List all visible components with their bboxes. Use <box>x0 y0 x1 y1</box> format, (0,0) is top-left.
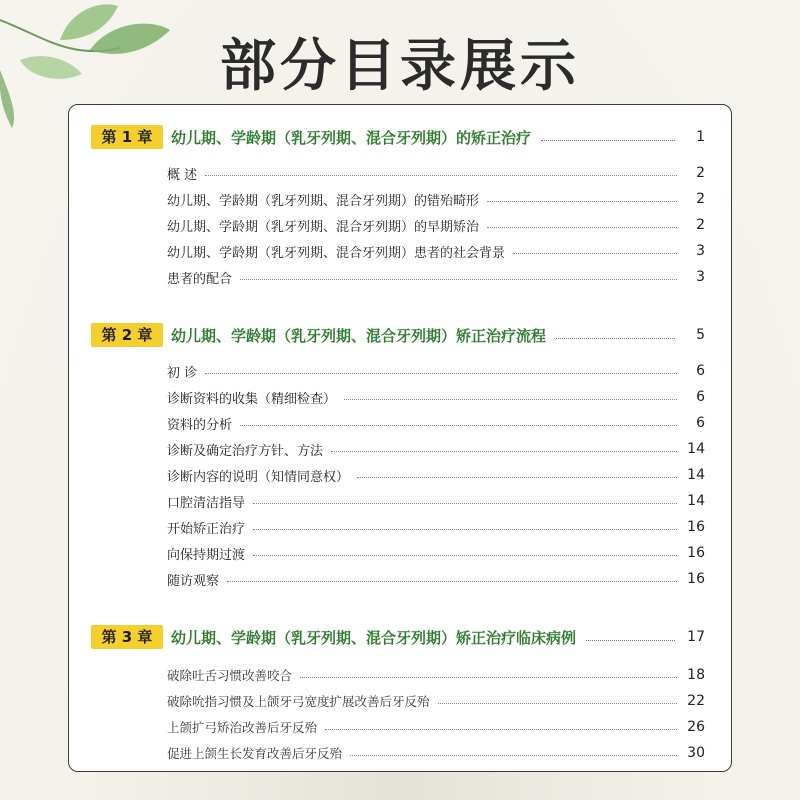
entry-title: 破除吮指习惯及上颌牙弓宽度扩展改善后牙反殆 <box>167 694 430 709</box>
entry-title: 资料的分析 <box>167 417 233 433</box>
toc-entry <box>167 387 705 407</box>
entry-title: 口腔清洁指导 <box>167 495 246 511</box>
page-number: 5 <box>696 327 705 343</box>
page-number: 3 <box>696 269 705 285</box>
dot-leader <box>438 703 677 704</box>
entry-title: 概 述 <box>167 167 198 183</box>
entry-title: 幼儿期、学龄期（乳牙列期、混合牙列期）的错殆畸形 <box>167 193 480 209</box>
page-number: 22 <box>687 693 705 709</box>
toc-entry <box>167 465 705 485</box>
page-number: 2 <box>696 217 705 233</box>
chapter-badge: 第 3 章 <box>91 625 163 649</box>
page-number: 1 <box>696 129 705 145</box>
toc-entry <box>167 665 705 685</box>
page-title: 部分目录展示 <box>220 34 580 99</box>
dot-leader <box>325 729 677 730</box>
dot-leader <box>240 279 677 280</box>
toc-entry <box>167 543 705 563</box>
entry-title: 初 诊 <box>167 365 198 381</box>
toc-entry <box>167 569 705 589</box>
toc-entry <box>167 267 705 287</box>
entry-title: 诊断资料的收集（精细检查） <box>167 391 337 407</box>
chapter-title: 幼儿期、学龄期（乳牙列期、混合牙列期）矫正治疗流程 <box>171 326 547 345</box>
dot-leader <box>344 399 677 400</box>
entry-title: 促进上颌生长发育改善后牙反殆 <box>167 746 343 761</box>
page-number: 30 <box>687 745 705 761</box>
entry-title: 随访观察 <box>167 573 220 589</box>
dot-leader <box>227 581 677 582</box>
page-number: 3 <box>696 243 705 259</box>
toc-entry <box>167 491 705 511</box>
page-number: 16 <box>687 519 705 535</box>
page-number: 26 <box>687 719 705 735</box>
toc-entry <box>167 413 705 433</box>
dot-leader <box>205 373 677 374</box>
page-number: 6 <box>696 415 705 431</box>
dot-leader <box>253 555 677 556</box>
dot-leader <box>253 503 677 504</box>
chapter-badge: 第 2 章 <box>91 323 163 347</box>
chapter-1-row <box>91 125 705 149</box>
page-number: 17 <box>687 629 705 645</box>
entry-title: 上颌扩弓矫治改善后牙反殆 <box>167 720 318 735</box>
dot-leader <box>240 425 677 426</box>
page-number: 6 <box>696 389 705 405</box>
page-number: 16 <box>687 571 705 587</box>
dot-leader <box>487 201 677 202</box>
dot-leader <box>205 175 677 176</box>
chapter-title: 幼儿期、学龄期（乳牙列期、混合牙列期）矫正治疗临床病例 <box>171 628 577 647</box>
page-number: 14 <box>687 441 705 457</box>
entry-title: 向保持期过渡 <box>167 547 246 563</box>
dot-leader <box>350 755 677 756</box>
chapter-3-row <box>91 625 705 649</box>
dot-leader <box>331 451 677 452</box>
toc-entry <box>167 241 705 261</box>
entry-title: 破除吐舌习惯改善咬合 <box>167 668 293 683</box>
page-number: 16 <box>687 545 705 561</box>
dot-leader <box>357 477 677 478</box>
chapter-badge: 第 1 章 <box>91 125 163 149</box>
toc-entry <box>167 361 705 381</box>
toc-entry <box>167 717 705 737</box>
toc-entry <box>167 439 705 459</box>
dot-leader <box>556 338 675 339</box>
entry-title: 诊断内容的说明（知情同意权） <box>167 469 350 485</box>
page-number: 2 <box>696 191 705 207</box>
dot-leader <box>300 677 677 678</box>
page-number: 2 <box>696 165 705 181</box>
toc-entry <box>167 743 705 763</box>
dot-leader <box>586 640 675 641</box>
entry-title: 开始矫正治疗 <box>167 521 246 537</box>
dot-leader <box>513 253 677 254</box>
page-number: 18 <box>687 667 705 683</box>
toc-entry <box>167 691 705 711</box>
dot-leader <box>253 529 677 530</box>
chapter-2-row <box>91 323 705 347</box>
page-number: 14 <box>687 467 705 483</box>
entry-title: 幼儿期、学龄期（乳牙列期、混合牙列期）患者的社会背景 <box>167 245 506 261</box>
entry-title: 诊断及确定治疗方针、方法 <box>167 443 324 459</box>
page-number: 6 <box>696 363 705 379</box>
toc-entry <box>167 163 705 183</box>
toc-entry <box>167 189 705 209</box>
toc-entry <box>167 215 705 235</box>
toc-card <box>68 104 732 772</box>
entry-title: 患者的配合 <box>167 271 233 287</box>
dot-leader <box>487 227 677 228</box>
toc-entry <box>167 517 705 537</box>
dot-leader <box>541 140 675 141</box>
chapter-title: 幼儿期、学龄期（乳牙列期、混合牙列期）的矫正治疗 <box>171 128 532 147</box>
entry-title: 幼儿期、学龄期（乳牙列期、混合牙列期）的早期矫治 <box>167 219 480 235</box>
page-number: 14 <box>687 493 705 509</box>
